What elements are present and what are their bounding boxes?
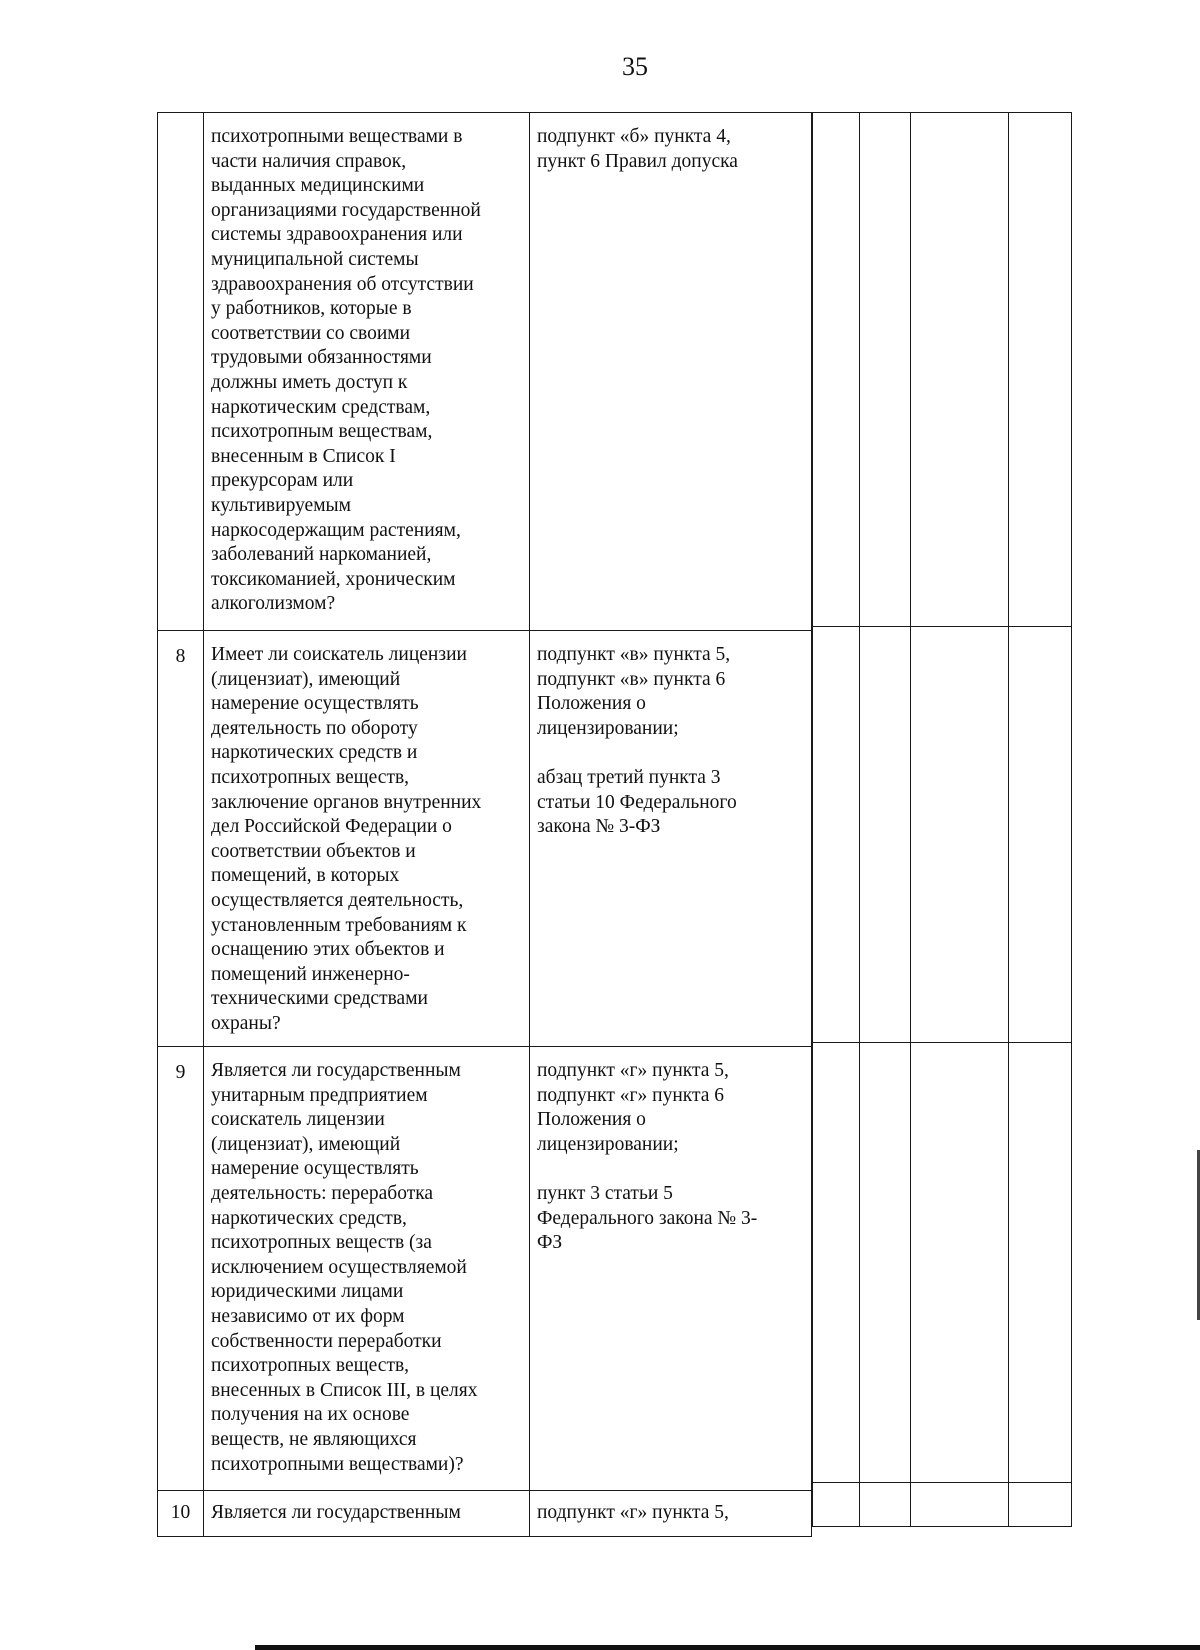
blank-cell bbox=[911, 1483, 1009, 1527]
page-number: 35 bbox=[622, 52, 648, 81]
blank-cell bbox=[813, 1043, 860, 1483]
question-cell: Является ли государственным bbox=[204, 1491, 530, 1537]
blank-cell bbox=[813, 627, 860, 1043]
blank-cell bbox=[860, 627, 911, 1043]
reference-text: подпункт «б» пункта 4, пункт 6 Правил допуска bbox=[537, 126, 738, 172]
reference-cell bbox=[530, 1047, 812, 1491]
table-row bbox=[158, 631, 812, 1047]
blank-cell bbox=[860, 1043, 911, 1483]
requirements-table bbox=[157, 112, 812, 1537]
reference-cell bbox=[530, 631, 812, 1047]
blank-cell bbox=[911, 113, 1009, 627]
blank-cell bbox=[1009, 1483, 1072, 1527]
question-cell: Является ли государственным унитарным предприятием соискатель лицензии (лицензиат), имеющий намерение осуществлять деятельность: переработка наркотических средств, психотропных веществ (за исключением осуществляемой юридическими лицами независимо от их форм собственности переработки психотропных веществ, внесенных в Список III, в целях получения на их основе веществ, не являющихся психотропными веществами)? bbox=[204, 1047, 530, 1491]
row-number: 8 bbox=[158, 631, 204, 1047]
blank-cell bbox=[813, 1483, 860, 1527]
row-number bbox=[158, 113, 204, 631]
reference-text: подпункт «г» пункта 5, подпункт «г» пункта 6 Положения о лицензировании; bbox=[537, 1060, 729, 1155]
question-cell: Имеет ли соискатель лицензии (лицензиат), имеющий намерение осуществлять деятельность по обороту наркотических средств и психотропных веществ, заключение органов внутренних дел Российской Федерации о соответствии объектов и помещений, в которых осуществляется деятельность, установленным требованиям к оснащению этих объектов и помещений инженерно- техническими средствами охраны? bbox=[204, 631, 530, 1047]
question-cell: психотропными веществами в части наличия справок, выданных медицинскими организациями государственной системы здравоохранения или муниципальной системы здравоохранения об отсутствии у работников, которые в соответствии со своими трудовыми обязанностями должны иметь доступ к наркотическим средствам, психотропным веществам, внесенным в Список I прекурсорам или культивируемым наркосодержащим растениям, заболеваний наркоманией, токсикоманией, хроническим алкоголизмом? bbox=[204, 113, 530, 631]
blank-cell bbox=[911, 1043, 1009, 1483]
blank-cell bbox=[1009, 1043, 1072, 1483]
table-row bbox=[813, 1483, 1072, 1527]
reference-text: пункт 3 статьи 5 Федерального закона № 3- ФЗ bbox=[537, 1182, 758, 1254]
table-row bbox=[158, 1047, 812, 1491]
table-row bbox=[158, 113, 812, 631]
row-number: 10 bbox=[158, 1491, 204, 1537]
blank-cell bbox=[1009, 113, 1072, 627]
check-columns-table bbox=[812, 112, 1072, 1527]
blank-cell bbox=[1009, 627, 1072, 1043]
row-number: 9 bbox=[158, 1047, 204, 1491]
table-row bbox=[813, 627, 1072, 1043]
table-row bbox=[813, 113, 1072, 627]
reference-text: абзац третий пункта 3 статьи 10 Федерального закона № 3-ФЗ bbox=[537, 766, 737, 838]
blank-cell bbox=[911, 627, 1009, 1043]
table-row bbox=[158, 1491, 812, 1537]
blank-cell bbox=[860, 113, 911, 627]
reference-cell bbox=[530, 1491, 812, 1537]
blank-cell bbox=[813, 113, 860, 627]
blank-cell bbox=[860, 1483, 911, 1527]
reference-cell bbox=[530, 113, 812, 631]
reference-text: подпункт «г» пункта 5, bbox=[537, 1502, 729, 1523]
table-row bbox=[813, 1043, 1072, 1483]
scan-edge-bar bbox=[255, 1645, 1200, 1650]
reference-text: подпункт «в» пункта 5, подпункт «в» пункта 6 Положения о лицензировании; bbox=[537, 644, 731, 739]
